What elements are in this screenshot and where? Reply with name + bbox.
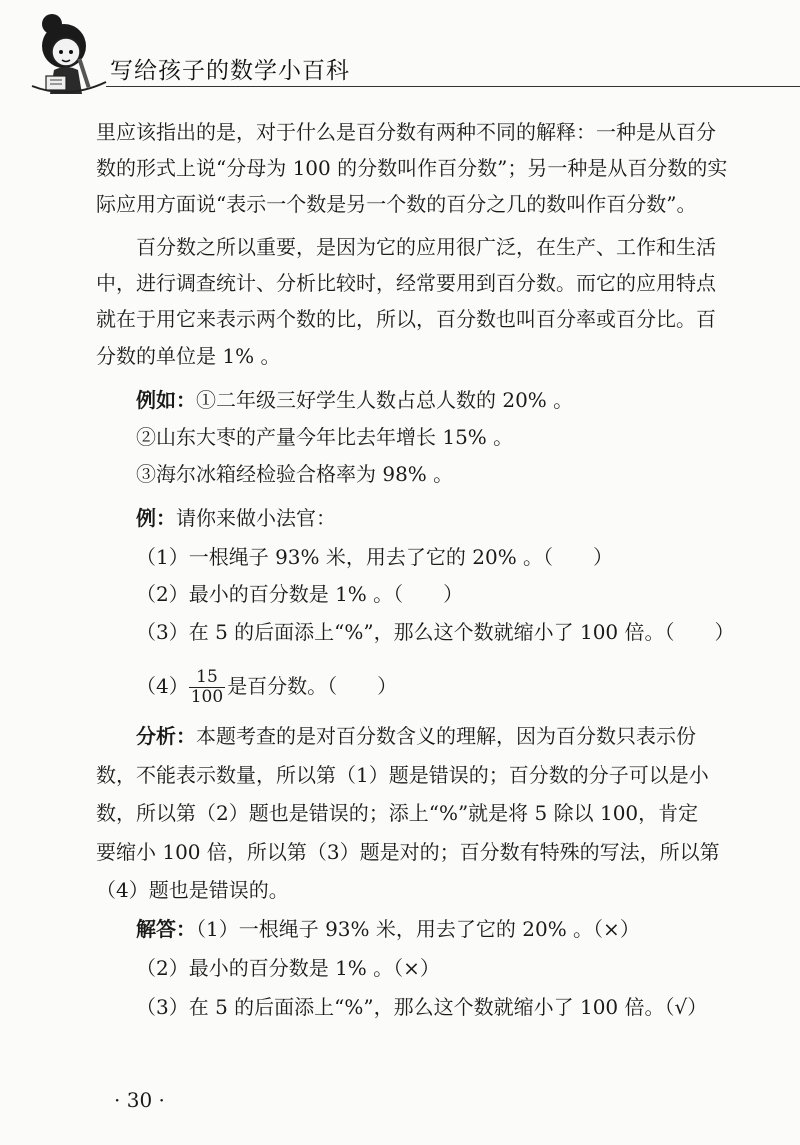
question-1: （1）一根绳子 93% 米，用去了它的 20% 。（ ） bbox=[136, 545, 614, 569]
question-4-suffix: 是百分数。（ ） bbox=[227, 674, 398, 698]
paragraph-2-line-1: 百分数之所以重要，是因为它的应用很广泛，在生产、工作和生活 bbox=[136, 235, 716, 259]
analysis-line-3: 数，所以第（2）题也是错误的；添上“%”就是将 5 除以 100，肯定 bbox=[96, 801, 699, 825]
analysis-line-2: 数，不能表示数量，所以第（1）题是错误的；百分数的分子可以是小 bbox=[96, 763, 709, 787]
page-number: · 30 · bbox=[114, 1088, 165, 1112]
analysis-line-1 bbox=[136, 723, 696, 749]
example-line-1 bbox=[136, 387, 573, 413]
answer-item-3: （3）在 5 的后面添上“%”，那么这个数就缩小了 100 倍。（√） bbox=[136, 995, 708, 1019]
header-rule bbox=[106, 86, 800, 87]
analysis-lead: 分析： bbox=[136, 724, 196, 748]
fraction-denominator: 100 bbox=[190, 687, 224, 707]
example-item-1: ①二年级三好学生人数占总人数的 20% 。 bbox=[196, 388, 574, 412]
example-item-2: ②山东大枣的产量今年比去年增长 15% 。 bbox=[136, 425, 514, 449]
fraction bbox=[189, 668, 225, 707]
page-header bbox=[28, 10, 800, 94]
paragraph-2-line-2: 中，进行调查统计、分析比较时，经常要用到百分数。而它的应用特点 bbox=[96, 271, 716, 295]
fraction-numerator: 15 bbox=[189, 668, 225, 688]
paragraph-2-line-4: 分数的单位是 1% 。 bbox=[96, 344, 281, 368]
answer-lead: 解答： bbox=[136, 917, 196, 941]
paragraph-2-line-3: 就在于用它来表示两个数的比，所以，百分数也叫百分率或百分比。百 bbox=[96, 307, 716, 331]
answer-line-1 bbox=[136, 916, 640, 942]
analysis-line-5: （4）题也是错误的。 bbox=[96, 878, 289, 902]
question-3: （3）在 5 的后面添上“%”，那么这个数就缩小了 100 倍。（ ） bbox=[136, 620, 735, 644]
exercise-text: 请你来做小法官： bbox=[176, 506, 336, 530]
paragraph-1-line-1: 里应该指出的是，对于什么是百分数有两种不同的解释：一种是从百分 bbox=[96, 120, 716, 144]
answer-item-1: （1）一根绳子 93% 米，用去了它的 20% 。（×） bbox=[196, 917, 640, 941]
answer-item-2: （2）最小的百分数是 1% 。（×） bbox=[136, 956, 440, 980]
girl-mascot-icon bbox=[28, 10, 118, 94]
paragraph-1-line-3: 际应用方面说“表示一个数是另一个数的百分之几的数叫作百分数”。 bbox=[96, 192, 697, 216]
exercise-lead: 例： bbox=[136, 506, 176, 530]
exercise-heading bbox=[136, 505, 336, 531]
analysis-line-4: 要缩小 100 倍，所以第（3）题是对的；百分数有特殊的写法，所以第 bbox=[96, 840, 720, 864]
paragraph-1-line-2: 数的形式上说“分母为 100 的分数叫作百分数”；另一种是从百分数的实 bbox=[96, 156, 728, 180]
example-lead: 例如： bbox=[136, 388, 196, 412]
example-item-3: ③海尔冰箱经检验合格率为 98% 。 bbox=[136, 462, 454, 486]
book-title: 写给孩子的数学小百科 bbox=[110, 58, 350, 84]
question-2: （2）最小的百分数是 1% 。（ ） bbox=[136, 582, 464, 606]
question-4 bbox=[136, 667, 398, 707]
analysis-text-1: 本题考查的是对百分数含义的理解，因为百分数只表示份 bbox=[196, 724, 696, 748]
question-4-prefix: （4） bbox=[136, 674, 189, 698]
